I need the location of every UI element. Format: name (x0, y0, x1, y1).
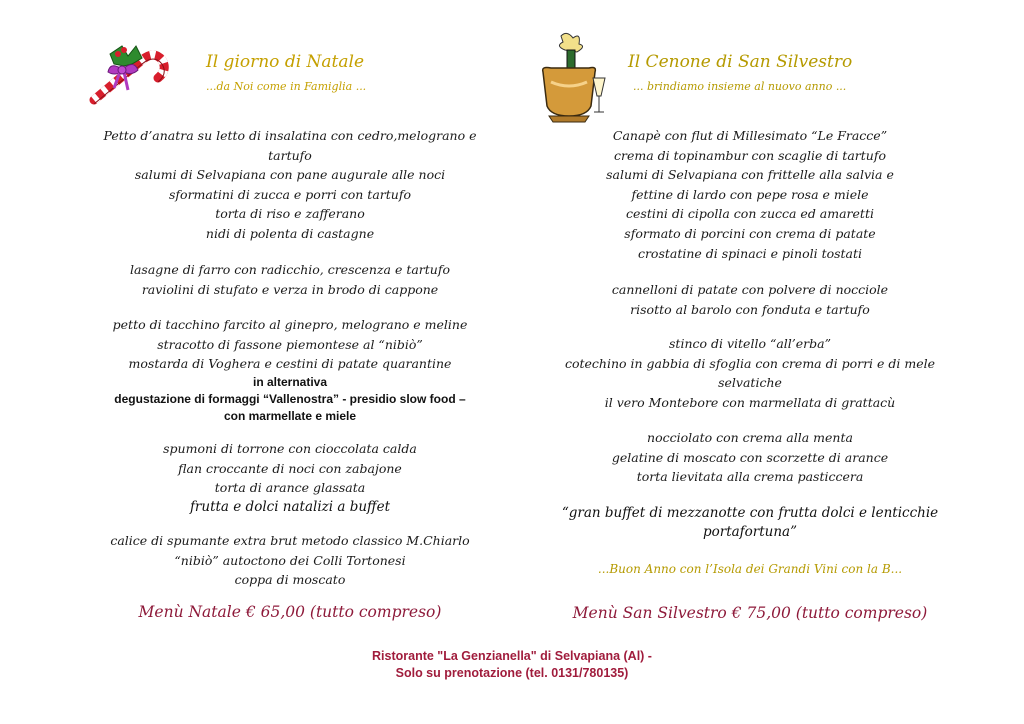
natale-buffet: frutta e dolci natalizi a buffet (189, 498, 391, 515)
silvestro-primi (530, 280, 970, 319)
natale-primi (70, 260, 510, 299)
natale-vino: calice di spumante extra brut metodo classico M.Chiarlo (110, 533, 470, 548)
natale-secondo: stracotto di fassone piemontese al “nibiò” (157, 336, 423, 352)
silvestro-antipasto: salumi di Selvapiana con frittelle alla salvia e (606, 167, 894, 183)
natale-antipasto: Petto d’anatra su letto di insalatina con cedro,melograno e (103, 128, 477, 143)
footer-reservation: Solo su prenotazione (tel. 0131/780135) (395, 666, 629, 680)
silvestro-buffet (530, 504, 970, 542)
natale-secondo: mostarda di Voghera e cestini di patate quarantine (128, 356, 452, 372)
natale-vino: coppa di moscato (234, 572, 346, 588)
natale-antipasto: salumi di Selvapiana con pane augurale alle noci (134, 167, 446, 183)
natale-antipasto: nidi di polenta di castagne (205, 225, 375, 241)
silvestro-dolce: nocciolato con crema alla menta (647, 430, 853, 445)
silvestro-antipasto: sformato di porcini con crema di patate (624, 225, 876, 241)
alternativa-formaggi: degustazione di formaggi “Vallenostra” - presidio slow food – (114, 392, 466, 406)
natale-vini (70, 531, 510, 590)
silvestro-secondo: selvatiche (718, 375, 782, 391)
silvestro-antipasto: fettine di lardo con pepe rosa e miele (631, 186, 869, 202)
natale-primo: lasagne di farro con radicchio, crescenza e tartufo (129, 262, 451, 277)
silvestro-secondo: stinco di vitello “all’erba” (669, 336, 831, 351)
silvestro-antipasto: crostatine di spinaci e pinoli tostati (637, 245, 863, 261)
silvestro-price: Menù San Silvestro € 75,00 (tutto compreso) (572, 604, 928, 622)
natale-dolce: flan croccante di noci con zabajone (178, 460, 402, 476)
silvestro-primo: cannelloni di patate con polvere di nocciole (611, 282, 889, 297)
natale-antipasto: torta di riso e zafferano (215, 206, 365, 222)
silvestro-primo: risotto al barolo con fonduta e tartufo (630, 301, 870, 317)
silvestro-antipasti (530, 126, 970, 263)
silvestro-antipasto: cestini di cipolla con zucca ed amaretti (626, 206, 874, 222)
natale-antipasto: tartufo (268, 147, 312, 163)
alternativa-label: in alternativa (252, 375, 328, 389)
natale-primo: raviolini di stufato e verza in brodo di cappone (141, 281, 439, 297)
silvestro-buffet-line: portafortuna” (702, 524, 798, 540)
natale-secondi (70, 315, 510, 374)
silvestro-dolce: gelatine di moscato con scorzette di arance (611, 449, 889, 465)
natale-subtitle: ...da Noi come in Famiglia ... (206, 80, 367, 93)
natale-antipasto: sformatini di zucca e porri con tartufo (169, 186, 411, 202)
silvestro-title: Il Cenone di San Silvestro (628, 52, 853, 72)
silvestro-antipasto: crema di topinambur con scaglie di tartufo (614, 147, 886, 163)
footer-restaurant: Ristorante "La Genzianella" di Selvapiana (Al) - (372, 649, 652, 663)
alternativa-marmellate: con marmellate e miele (223, 409, 357, 423)
champagne-bucket-icon (537, 32, 607, 124)
natale-antipasti (70, 126, 510, 244)
candy-cane-icon (84, 40, 174, 106)
silvestro-secondo: cotechino in gabbia di sfoglia con crema di porri e di mele (564, 355, 936, 371)
natale-secondo: petto di tacchino farcito al ginepro, melograno e meline (112, 317, 468, 332)
natale-alternativa (70, 374, 510, 425)
silvestro-tagline: ...Buon Anno con l’Isola dei Grandi Vini con la B... (597, 562, 903, 576)
silvestro-subtitle: ... brindiamo insieme al nuovo anno ... (633, 80, 847, 93)
silvestro-secondo: il vero Montebore con marmellata di grattacù (604, 394, 896, 410)
silvestro-dolce: torta lievitata alla crema pasticcera (636, 469, 864, 485)
natale-vino: “nibiò” autoctono dei Colli Tortonesi (174, 552, 406, 568)
footer (250, 648, 774, 682)
natale-dolce: torta di arance glassata (214, 480, 366, 496)
silvestro-buffet-line: “gran buffet di mezzanotte con frutta dolci e lenticchie (561, 505, 939, 521)
natale-price: Menù Natale € 65,00 (tutto compreso) (138, 603, 442, 621)
natale-dolce: spumoni di torrone con cioccolata calda (163, 441, 417, 456)
silvestro-dolci (530, 428, 970, 487)
silvestro-antipasto: Canapè con flut di Millesimato “Le Fracce” (612, 128, 888, 143)
natale-dolci (70, 439, 510, 517)
natale-title: Il giorno di Natale (206, 52, 365, 72)
silvestro-secondi (530, 334, 970, 412)
